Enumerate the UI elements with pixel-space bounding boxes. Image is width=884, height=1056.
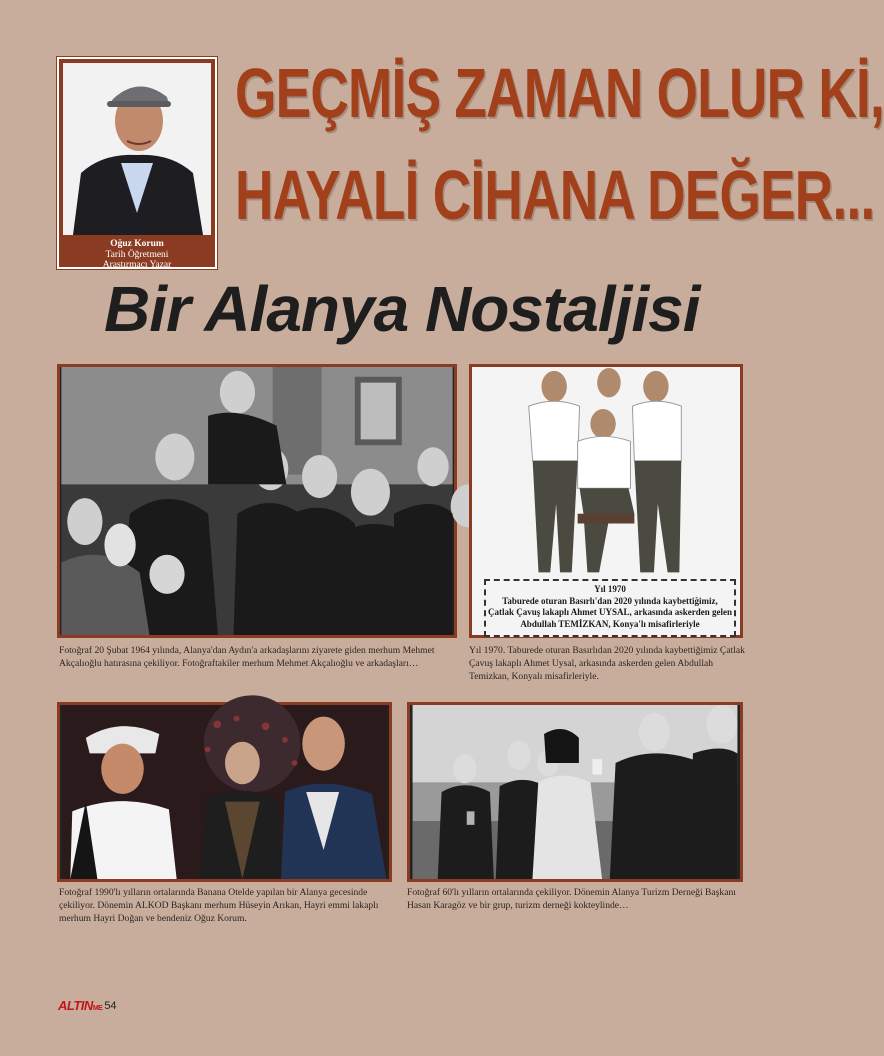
inset-line-4: Abdullah TEMİZKAN, Konya'lı misafirleriyle bbox=[520, 618, 700, 629]
photo-1-caption: Fotoğraf 20 Şubat 1964 yılında, Alanya'dan Aydın'a arkadaşlarını ziyarete giden merhum Mehmet Akçalıoğlu hatırasına çekiliyor. Fotoğraftakiler merhum Mehmet Akçalıoğlu ve arkadaşları… bbox=[59, 645, 435, 669]
subtitle: Bir Alanya Nostaljisi bbox=[104, 273, 700, 345]
author-box bbox=[57, 57, 217, 269]
headline-line-2: HAYALİ CİHANA DEĞER... bbox=[235, 156, 875, 234]
inset-year: Yıl 1970 bbox=[594, 584, 626, 594]
logo-text: ALTIN bbox=[58, 998, 93, 1013]
magazine-logo bbox=[58, 998, 102, 1013]
photo-4-caption: Fotoğraf 60'lı yılların ortalarında çekiliyor. Dönemin Alanya Turizm Derneği Başkanı Hasan Karagöz ve bir grup, turizm derneği kokteylinde… bbox=[407, 887, 736, 911]
photo-1964-group bbox=[57, 364, 457, 638]
photo-60s-tourism-cocktail bbox=[407, 702, 743, 882]
headline-line-1: GEÇMİŞ ZAMAN OLUR Kİ, bbox=[235, 54, 884, 132]
banana-hotel-photo-image bbox=[60, 705, 389, 879]
author-title-2: Araştırmacı Yazar bbox=[102, 260, 172, 270]
page-footer bbox=[58, 998, 117, 1013]
headline bbox=[235, 42, 884, 246]
group-photo-image bbox=[60, 367, 454, 635]
logo-small: ME bbox=[92, 1005, 103, 1012]
photo-1970-inset-card bbox=[484, 579, 736, 637]
photo-1970-group bbox=[469, 364, 743, 638]
photo-3-caption: Fotoğraf 1990'lı yılların ortalarında Banana Otelde yapılan bir Alanya gecesinde çekiliyor. Dönemin ALKOD Başkanı merhum Hüseyin Arıkan, Hayri emmi lakaplı merhum Hayri Doğan ve bendeniz Oğuz Korum. bbox=[59, 887, 379, 924]
cocktail-photo-image bbox=[410, 705, 740, 879]
author-title: Tarih Öğretmeni bbox=[105, 249, 169, 260]
author-caption bbox=[59, 239, 215, 271]
page-number: 54 bbox=[104, 999, 117, 1012]
author-name: Oğuz Korum bbox=[110, 239, 164, 249]
author-portrait-image bbox=[63, 63, 211, 235]
inset-line-3: Çatlak Çavuş lakaplı Ahmet UYSAL, arkasında askerden gelen bbox=[487, 607, 733, 617]
inset-line-2: Taburede oturan Basırlı'dan 2020 yılında kaybettiğimiz, bbox=[502, 595, 718, 606]
author-photo bbox=[63, 63, 211, 235]
photo-2-caption: Yıl 1970. Taburede oturan Basırlıdan 2020 yılında kaybettiğimiz Çatlak Çavuş lakaplı Ahmet Uysal, arkasında askerden gelen Abdullah Temizkan, Konyalı misafirleriyle. bbox=[469, 645, 745, 682]
photo-1990s-banana-hotel bbox=[57, 702, 392, 882]
